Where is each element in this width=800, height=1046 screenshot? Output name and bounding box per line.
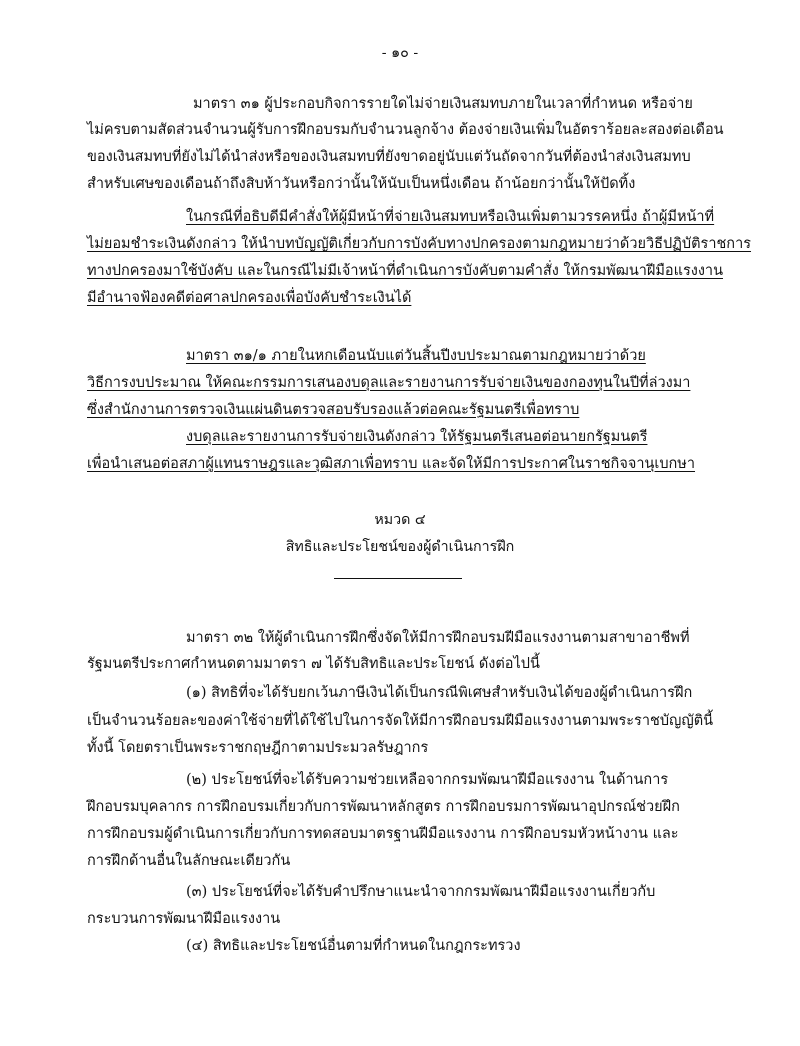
section-31-para2-line-1: ในกรณีที่อธิบดีมีคำสั่งให้ผู้มีหน้าที่จ่ายเงินสมทบหรือเงินเพิ่มตามวรรคหนึ่ง ถ้าผู้มีหน้าที่ — [186, 209, 715, 225]
section-31-para2-line-3: ทางปกครองมาใช้บังคับ และในกรณีไม่มีเจ้าหน้าที่ดำเนินการบังคับตามคำสั่ง ให้กรมพัฒนาฝีมือแรงงาน — [87, 263, 723, 279]
section-31-line-1: มาตรา ๓๑ ผู้ประกอบกิจการรายใดไม่จ่ายเงินสมทบภายในเวลาที่กำหนด หรือจ่าย — [193, 96, 693, 112]
page-number: - ๑๐ - — [381, 45, 419, 61]
item-1-line-2: เป็นจำนวนร้อยละของค่าใช้จ่ายที่ได้ใช้ไปในการจัดให้มีการฝึกอบรมฝีมือแรงงานตามพระราชบัญญัตินี้ — [87, 713, 714, 729]
item-2-line-4: การฝึกด้านอื่นในลักษณะเดียวกัน — [87, 853, 291, 869]
section-31-para2-line-2: ไม่ยอมชำระเงินดังกล่าว ให้นำบทบัญญัติเกี่ยวกับการบังคับทางปกครองตามกฎหมายว่าด้วยวิธีปฏิบัติราชการ — [87, 236, 752, 252]
chapter-title: สิทธิและประโยชน์ของผู้ดำเนินการฝึก — [285, 539, 515, 555]
section-31-line-3: ของเงินสมทบที่ยังไม่ได้นำส่งหรือของเงินสมทบที่ยังขาดอยู่นับแต่วันถัดจากวันที่ต้องนำส่งเงินสมทบ — [87, 149, 691, 165]
item-3-line-1: (๓) ประโยชน์ที่จะได้รับคำปรึกษาแนะนำจากกรมพัฒนาฝีมือแรงงานเกี่ยวกับ — [186, 884, 656, 900]
item-1-line-1: (๑) สิทธิที่จะได้รับยกเว้นภาษีเงินได้เป็นกรณีพิเศษสำหรับเงินได้ของผู้ดำเนินการฝึก — [186, 685, 693, 701]
section-31-para2-line-4: มีอำนาจฟ้องคดีต่อศาลปกครองเพื่อบังคับชำระเงินได้ — [87, 290, 412, 306]
section-32-line-2: รัฐมนตรีประกาศกำหนดตามมาตรา ๗ ได้รับสิทธิและประโยชน์ ดังต่อไปนี้ — [87, 656, 540, 672]
item-2-line-3: การฝึกอบรมผู้ดำเนินการเกี่ยวกับการทดสอบมาตรฐานฝีมือแรงงาน การฝึกอบรมหัวหน้างาน และ — [87, 826, 679, 842]
section-32-line-1: มาตรา ๓๒ ให้ผู้ดำเนินการฝึกซึ่งจัดให้มีการฝึกอบรมฝีมือแรงงานตามสาขาอาชีพที่ — [186, 630, 690, 646]
item-2-line-1: (๒) ประโยชน์ที่จะได้รับความช่วยเหลือจากกรมพัฒนาฝีมือแรงงาน ในด้านการ — [186, 772, 669, 788]
section-31-line-4: สำหรับเศษของเดือนถ้าถึงสิบห้าวันหรือกว่านั้นให้นับเป็นหนึ่งเดือน ถ้าน้อยกว่านั้นให้ปัดทิ้ง — [87, 176, 636, 192]
chapter-number: หมวด ๔ — [374, 512, 426, 528]
item-3-line-2: กระบวนการพัฒนาฝีมือแรงงาน — [87, 911, 281, 927]
section-31-1-para2-line-2: เพื่อนำเสนอต่อสภาผู้แทนราษฎรและวุฒิสภาเพื่อทราบ และจัดให้มีการประกาศในราชกิจจานุเบกษา — [87, 456, 696, 472]
section-31-line-2: ไม่ครบตามสัดส่วนจำนวนผู้รับการฝึกอบรมกับจำนวนลูกจ้าง ต้องจ่ายเงินเพิ่มในอัตราร้อยละสองต่อเดือน — [87, 122, 724, 138]
chapter-divider — [334, 578, 462, 579]
section-31-1-line-1: มาตรา ๓๑/๑ ภายในหกเดือนนับแต่วันสิ้นปีงบประมาณตามกฎหมายว่าด้วย — [186, 348, 646, 364]
section-31-1-line-3: ซึ่งสำนักงานการตรวจเงินแผ่นดินตรวจสอบรับรองแล้วต่อคณะรัฐมนตรีเพื่อทราบ — [87, 402, 580, 418]
item-2-line-2: ฝึกอบรมบุคลากร การฝึกอบรมเกี่ยวกับการพัฒนาหลักสูตร การฝึกอบรมการพัฒนาอุปกรณ์ช่วยฝึก — [87, 799, 680, 815]
item-4-line-1: (๔) สิทธิและประโยชน์อื่นตามที่กำหนดในกฎกระทรวง — [186, 938, 521, 954]
section-31-1-line-2: วิธีการงบประมาณ ให้คณะกรรมการเสนองบดุลและรายงานการรับจ่ายเงินของกองทุนในปีที่ล่วงมา — [87, 375, 691, 391]
section-31-1-para2-line-1: งบดุลและรายงานการรับจ่ายเงินดังกล่าว ให้รัฐมนตรีเสนอต่อนายกรัฐมนตรี — [186, 429, 648, 445]
item-1-line-3: ทั้งนี้ โดยตราเป็นพระราชกฤษฎีกาตามประมวลรัษฎากร — [87, 740, 429, 756]
